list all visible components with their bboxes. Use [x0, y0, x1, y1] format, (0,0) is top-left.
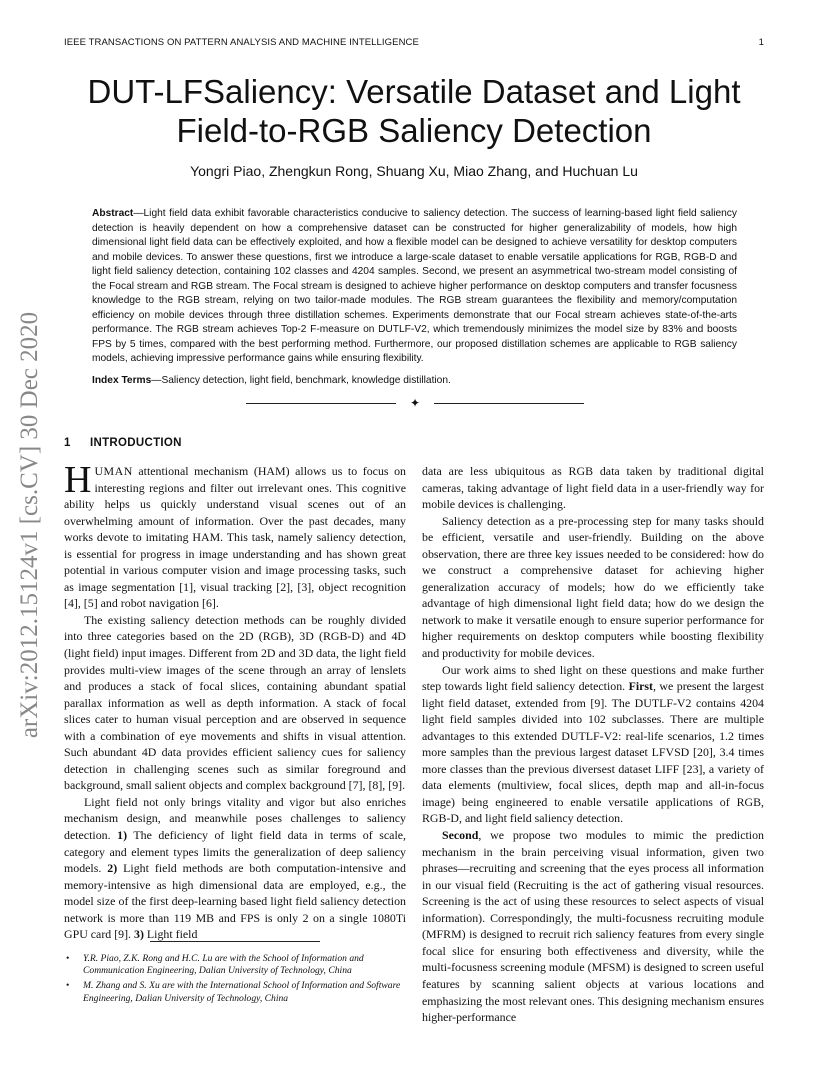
abstract-label: Abstract [92, 208, 134, 219]
bullet-icon: • [66, 980, 70, 992]
paragraph: Saliency detection as a pre-processing step for many tasks should be efficient, versatile and user-friendly. Building on the above observation, there are three key issues needed to be considered: how do we construct a comprehensive dataset for achieving higher generalization accuracy of models; how do we efficiently take advantage of high dimensional light field data; how do we design the network to make it versatile enough to ensure superior performance for higher requirements on desktop computers while boosting flexibility and productivity for mobile devices. [422, 513, 764, 661]
section-number: 1 [64, 437, 71, 449]
paragraph: data are less ubiquitous as RGB data taken by traditional digital cameras, taking advantage of light field data in a user-friendly way for mobile devices is challenging. [422, 464, 764, 512]
index-terms [92, 375, 737, 386]
abstract-text: —Light field data exhibit favorable characteristics conducive to saliency detection. The success of learning-based light field saliency detection is heavily dependent on how a comprehensive dataset can be constructed for higher generalizability of models, how high dimensional light field data can be effectively exploited, and how a flexible model can be designed to achieve versatility for desktop computers and mobile devices. To answer these questions, first we introduce a large-scale dataset to enable versatile applications for RGB, RGB-D and light field saliency detection, containing 102 classes and 4204 samples. Second, we present an asymmetrical two-stream model consisting of the Focal stream and RGB stream. The Focal stream is designed to achieve higher performance on desktop computers and transfer focusness knowledge to the RGB stream, relying on two tailor-made modules. The RGB stream guarantees the flexibility and memory/computation efficiency on mobile devices through three distillation schemes. Experiments demonstrate that our Focal stream achieves state-of-the-arts performance. The RGB stream achieves Top-2 F-measure on DUTLF-V2, which tremendously minimizes the model size by 83% and boosts FPS by 5 times, compared with the best performing method. Furthermore, our proposed distillation schemes are applicable to RGB saliency models, achieving impressive performance gains while ensuring flexibility. [92, 208, 737, 365]
emphasis-word: Second [442, 828, 479, 843]
diamond-star-icon: ✦ [409, 396, 421, 410]
paragraph-text: Our work aims to shed light on these questions and make further step towards light field saliency detection. [422, 662, 764, 694]
opening-smallcaps: UMAN [94, 464, 133, 478]
author-list: Yongri Piao, Zhengkun Rong, Shuang Xu, Miao Zhang, and Huchuan Lu [190, 163, 638, 179]
title-line-1: DUT-LFSaliency: Versatile Dataset and Light [87, 73, 741, 110]
index-terms-text: —Saliency detection, light field, benchmark, knowledge distillation. [151, 375, 451, 386]
section-title: INTRODUCTION [90, 437, 182, 449]
separator-line-left [246, 403, 396, 404]
enumeration-marker: 3) [134, 927, 144, 942]
section-heading [64, 437, 182, 449]
paragraph-text: Light field methods are both computation-intensive and memory-intensive as high dimensional data are employed, e.g., the model size of the first deep-learning based light field saliency detection network is more than 119 MB and FPS is only 2 on a single 1080Ti GPU card [9]. [64, 861, 406, 942]
emphasis-word: First [628, 679, 654, 694]
section-separator [246, 396, 584, 411]
paragraph-text: attentional mechanism (HAM) allows us to focus on interesting regions and filter out irrelevant ones. This cognitive ability helps us quickly understand visual scenes out of an overwhelming amount of information. Over the past decades, many works devote to imitating HAM. This task, namely saliency detection, is essential for progress in image understanding and has shown great potential in various computer vision and image processing tasks, such as image segmentation [1], visual tracking [2], [3], object recognition [4], [5] and robot navigation [6]. [64, 464, 406, 611]
paragraph-text: , we present the largest light field dataset, extended from [9]. The DUTLF-V2 contains 4204 light field samples divided into 102 subclasses. There are multiple advantages to this extended DUTLF-V2: real-life scenarios, 1.2 times more samples than the previous largest dataset LFVSD [20], 3.4 times more classes than the previous diversest dataset LIFF [23], a variety of data elements (multiview, focal slices, depth map and all-in-focus image) being engineered to enable versatile applications of RGB, RGB-D, and light field saliency detection. [422, 679, 764, 826]
paragraph-text: Light field [143, 927, 198, 942]
footnote-text: M. Zhang and S. Xu are with the International School of Information and Software Engineering, Dalian University of Technology, China [83, 980, 401, 1004]
footnote-text: Y.R. Piao, Z.K. Rong and H.C. Lu are with the School of Information and Communication Engineering, Dalian University of Technology, China [83, 953, 364, 977]
paragraph-text: Light field not only brings vitality and vigor but also enriches mechanism design, and meanwhile poses challenges to saliency detection. [64, 794, 406, 843]
bullet-icon: • [66, 953, 70, 964]
arxiv-stamp: arXiv:2012.15124v1 [cs.CV] 30 Dec 2020 [16, 311, 43, 739]
paragraph [422, 662, 764, 827]
paper-title [64, 72, 764, 150]
drop-cap: H [64, 459, 92, 501]
enumeration-marker: 2) [107, 861, 118, 876]
separator-line-right [434, 403, 584, 404]
footnotes [64, 953, 406, 1008]
footnote [64, 980, 406, 1004]
paragraph [64, 459, 406, 612]
paragraph: The existing saliency detection methods can be roughly divided into three categories based on the 2D (RGB), 3D (RGB-D) and 4D (light field) input images. Different from 2D and 3D data, the light field provides multi-view images of the scene through an array of lenslets and produces a stack of focal slices, containing abundant spatial parallax information as well as depth information. A stack of focal slices cater to human visual perception and are observed in sequence with a combination of eye movements and shifts in visual attention. Such abundant 4D data provides efficient saliency cues for saliency detection in challenging scenes such as similar foreground and background, small salient objects and complex background [7], [8], [9]. [64, 612, 406, 793]
left-column [64, 459, 407, 943]
paragraph-text: The deficiency of light field data in terms of scale, category and element types limits the generalization of deep saliency models. [64, 828, 407, 876]
footnote-rule [150, 941, 320, 942]
index-terms-label: Index Terms [92, 375, 152, 386]
running-head [64, 37, 764, 48]
enumeration-marker: 1) [117, 828, 128, 843]
right-column [422, 463, 764, 1026]
paragraph [422, 827, 764, 1026]
page-number: 1 [758, 37, 764, 48]
title-line-2: Field-to-RGB Saliency Detection [176, 112, 652, 149]
paragraph [64, 794, 406, 943]
paragraph-text: , we propose two modules to mimic the prediction mechanism in the brain perceiving visual information, given two phrases—recruiting and screening that the eyes process all information in our visual field (Recruiting is the act of gathering visual resources. Screening is the act of using these resources to select aspects of visual information). Correspondingly, the multi-focusness recruiting module (MFRM) is designed to recruit rich saliency features from every single focal slice for ensuring both effectiveness and diversity, while the multi-focusness screening module (MFSM) is designed to screen useful features by scanning salient objects at various locations and emphasizing the most relevant ones. This designing mechanism ensures higher-performance [422, 828, 764, 1025]
journal-name: IEEE TRANSACTIONS ON PATTERN ANALYSIS AND MACHINE INTELLIGENCE [64, 37, 419, 48]
footnote [64, 953, 406, 977]
abstract [92, 207, 737, 367]
